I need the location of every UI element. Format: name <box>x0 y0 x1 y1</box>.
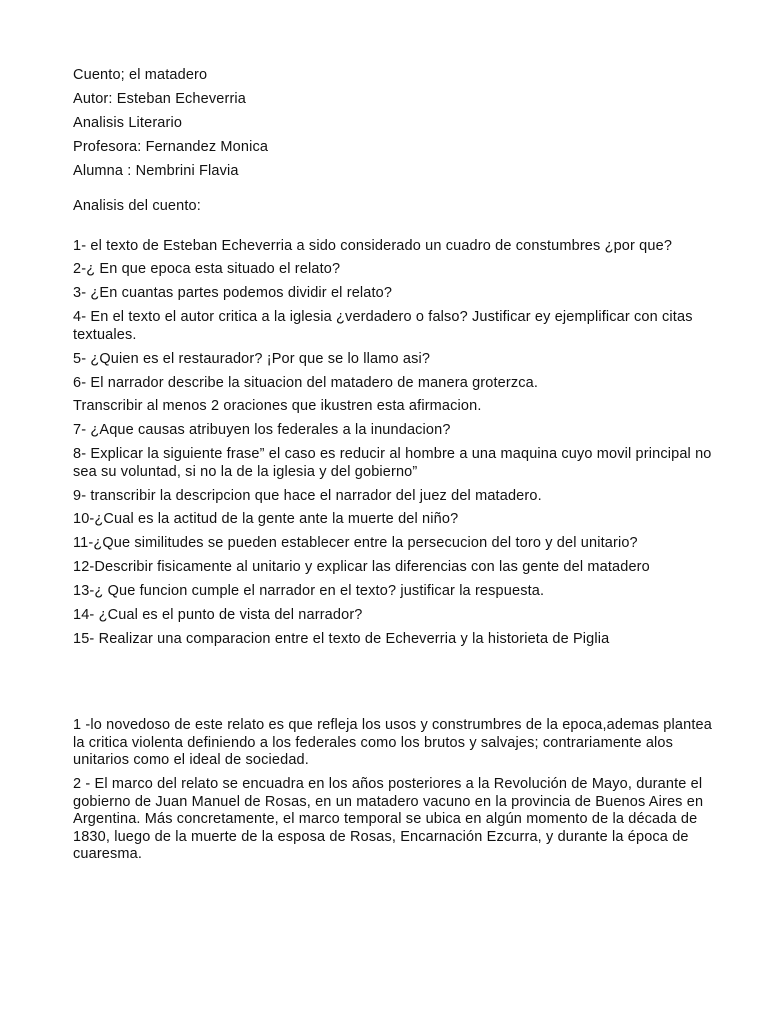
question-item: 8- Explicar la siguiente frase” el caso es reducir al hombre a una maquina cuyo movil principal no sea su voluntad, si no la de la iglesia y del gobierno” <box>73 446 712 480</box>
author-line: Autor: Esteban Echeverria <box>73 90 247 107</box>
question-item: 14- ¿Cual es el punto de vista del narrador? <box>73 607 363 624</box>
section-title: Analisis del cuento: <box>73 198 201 215</box>
question-item: 11-¿Que similitudes se pueden establecer entre la persecucion del toro y del unitario? <box>73 535 638 552</box>
teacher-line: Profesora: Fernandez Monica <box>73 138 269 155</box>
question-item: 7- ¿Aque causas atribuyen los federales a la inundacion? <box>73 422 451 439</box>
question-item: 5- ¿Quien es el restaurador? ¡Por que se lo llamo asi? <box>73 350 431 367</box>
question-item: 13-¿ Que funcion cumple el narrador en el texto? justificar la respuesta. <box>73 583 545 600</box>
story-title: Cuento; el matadero <box>73 67 208 83</box>
question-item: 2-¿ En que epoca esta situado el relato? <box>73 261 341 278</box>
answers-list <box>73 717 713 863</box>
question-item: 9- transcribir la descripcion que hace el narrador del juez del matadero. <box>73 487 542 504</box>
document-header <box>73 67 713 180</box>
question-item: 4- En el texto el autor critica a la iglesia ¿verdadero o falso? Justificar ey ejemplificar con citas textuales. <box>73 309 693 343</box>
question-item: 3- ¿En cuantas partes podemos dividir el relato? <box>73 285 393 302</box>
student-line: Alumna : Nembrini Flavia <box>73 162 239 179</box>
answer-item: 1 -lo novedoso de este relato es que refleja los usos y construmbres de la epoca,ademas plantea la critica violenta definiendo a los federales como los brutos y salvajes; contrariamente alos unitarios como el ideal de sociedad. <box>73 717 712 769</box>
question-item: 10-¿Cual es la actitud de la gente ante la muerte del niño? <box>73 511 459 528</box>
document-page <box>73 67 713 870</box>
question-item: 1- el texto de Esteban Echeverria a sido considerado un cuadro de constumbres ¿por que? <box>73 237 673 254</box>
answer-item: 2 - El marco del relato se encuadra en los años posteriores a la Revolución de Mayo, durante el gobierno de Juan Manuel de Rosas, en un matadero vacuno en la provincia de Buenos Aires en Argentina. Más concretamente, el marco temporal se ubica en algún momento de la década de 1830, luego de la muerte de la esposa de Rosas, Encarnación Ezcurra, y durante la época de cuaresma. <box>73 776 704 863</box>
question-item: Transcribir al menos 2 oraciones que ikustren esta afirmacion. <box>73 398 482 415</box>
question-item: 15- Realizar una comparacion entre el texto de Echeverria y la historieta de Piglia <box>73 630 610 647</box>
subject-line: Analisis Literario <box>73 114 183 131</box>
question-item: 12-Describir fisicamente al unitario y explicar las diferencias con las gente del matadero <box>73 559 650 576</box>
questions-list <box>73 238 713 649</box>
question-item: 6- El narrador describe la situacion del matadero de manera groterzca. <box>73 374 539 391</box>
